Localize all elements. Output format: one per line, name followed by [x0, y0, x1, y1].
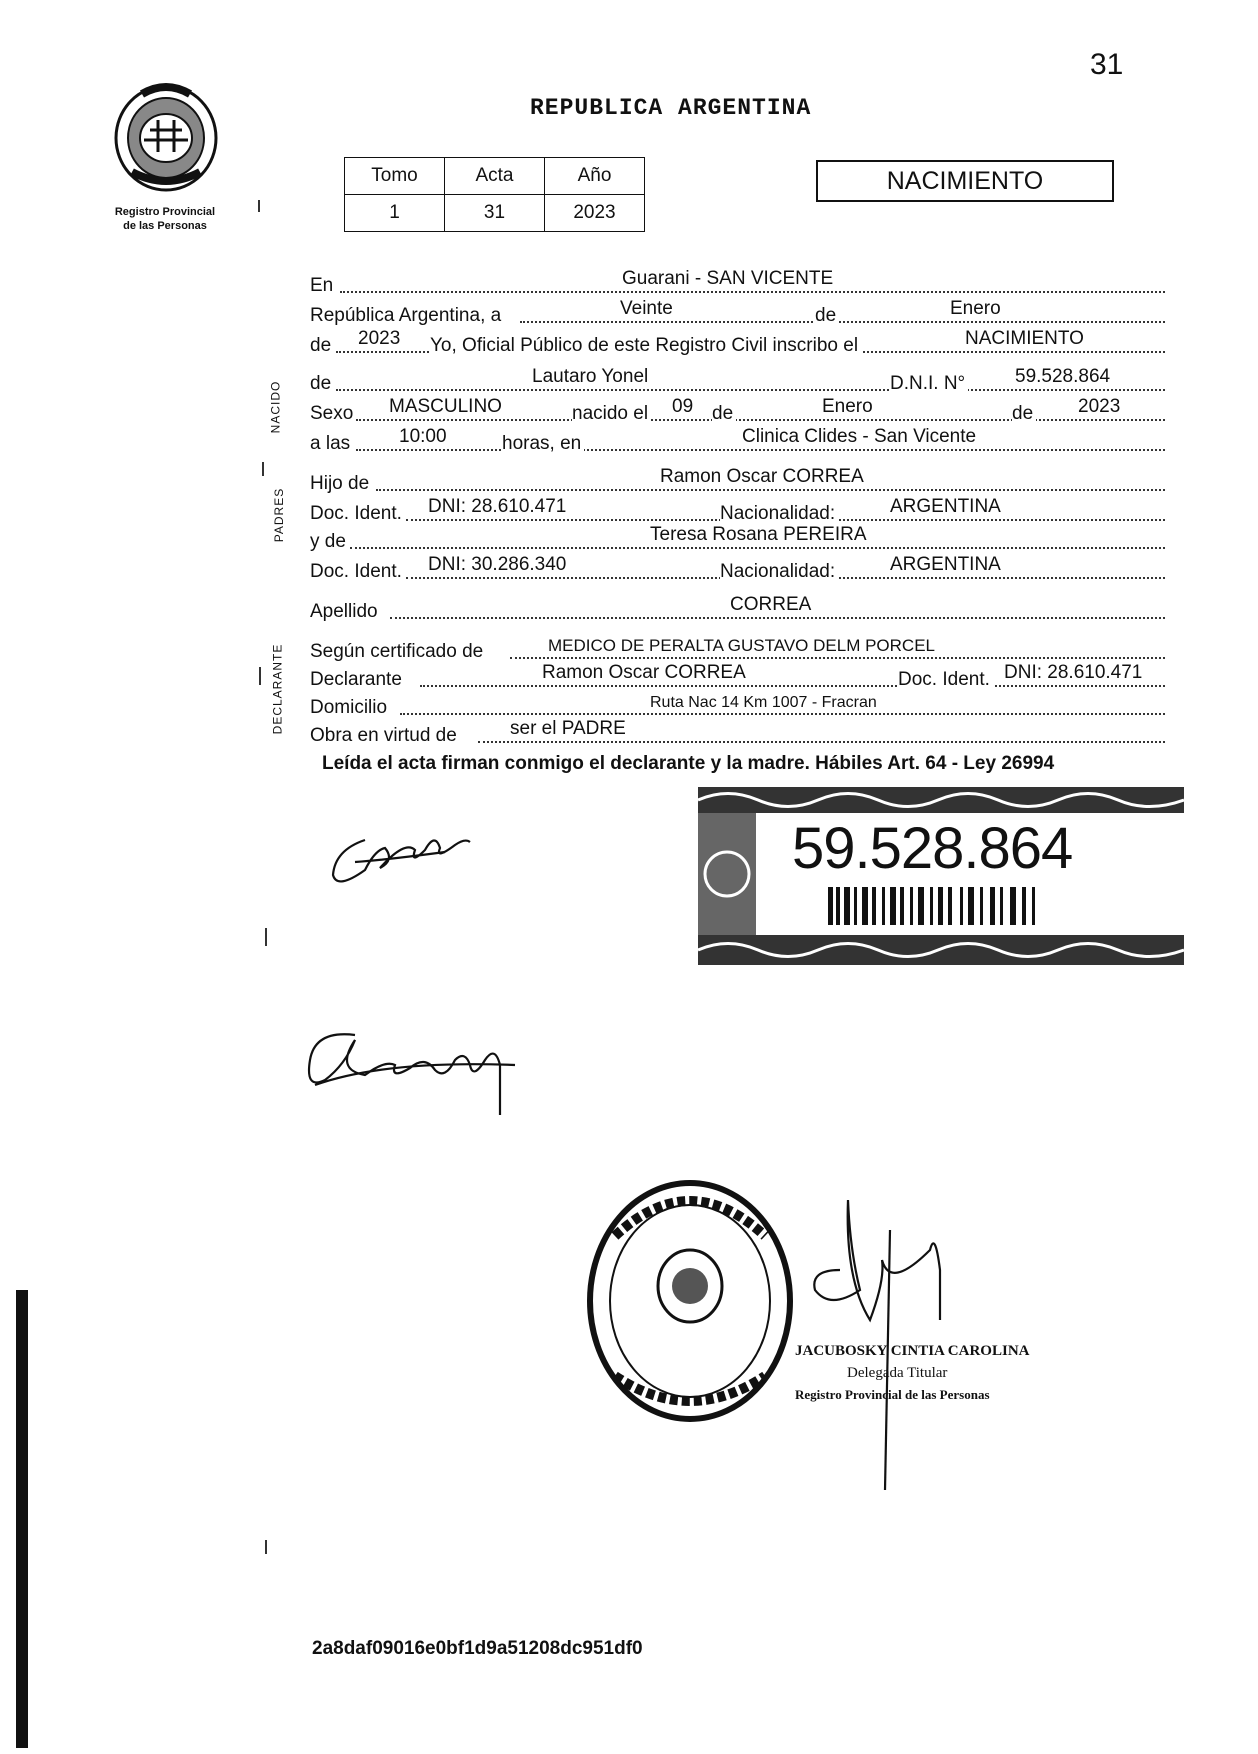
label-doc-ident3: Doc. Ident.	[898, 669, 993, 691]
value-sexo: MASCULINO	[389, 396, 502, 417]
closing-text: Leída el acta firman conmigo el declarante y la madre. Hábiles Art. 64 - Ley 26994	[322, 753, 1055, 774]
form-row-hora	[310, 425, 1165, 455]
form-row-declarante	[310, 661, 1165, 691]
label-declarante: Declarante	[310, 669, 405, 691]
label-apellido: Apellido	[310, 601, 381, 623]
logo-caption: Registro Provincial de las Personas	[114, 206, 216, 232]
register-header-anio: Año	[545, 158, 645, 195]
value-obra: ser el PADRE	[510, 718, 626, 739]
register-value-acta: 31	[445, 195, 545, 232]
mother-signature	[295, 1020, 545, 1125]
register-value-tomo: 1	[345, 195, 445, 232]
form-row-domicilio	[310, 689, 1165, 719]
form-row-en	[310, 267, 1165, 297]
official-role: Delegada Titular	[847, 1365, 948, 1381]
label-y-de: y de	[310, 531, 349, 553]
value-mes: Enero	[822, 396, 873, 417]
margin-tick	[259, 667, 261, 685]
provincial-emblem-logo	[112, 80, 220, 192]
label-obra: Obra en virtud de	[310, 725, 460, 747]
value-madre: Teresa Rosana PEREIRA	[650, 524, 867, 545]
value-dia-letras: Veinte	[620, 298, 673, 319]
form-row-obra	[310, 717, 1165, 747]
declarant-signature	[325, 820, 475, 895]
label-en: En	[310, 275, 336, 297]
margin-tick	[265, 928, 267, 946]
label-nacionalidad: Nacionalidad:	[720, 503, 838, 525]
side-label-padres: PADRES	[272, 487, 287, 543]
value-mes-letras: Enero	[950, 298, 1001, 319]
label-sexo: Sexo	[310, 403, 356, 425]
label-domicilio: Domicilio	[310, 697, 390, 719]
label-republica: República Argentina, a	[310, 305, 504, 327]
page-title: REPUBLICA ARGENTINA	[530, 95, 812, 121]
value-dia: 09	[672, 396, 694, 417]
value-madre-nac: ARGENTINA	[890, 554, 1001, 575]
label-de2: de	[712, 403, 736, 425]
value-apellido: CORREA	[730, 594, 812, 615]
record-type-box: NACIMIENTO	[816, 160, 1114, 202]
register-table	[344, 157, 645, 232]
label-segun: Según certificado de	[310, 641, 486, 663]
label-de3: de	[1012, 403, 1036, 425]
form-row-acto	[310, 327, 1165, 357]
margin-tick	[262, 462, 264, 476]
page-number: 31	[1090, 48, 1124, 81]
value-padre-doc: DNI: 28.610.471	[428, 496, 567, 517]
value-anio: 2023	[358, 328, 401, 349]
margin-tick	[265, 1540, 267, 1554]
value-acto: NACIMIENTO	[965, 328, 1084, 349]
register-header-tomo: Tomo	[345, 158, 445, 195]
form-row-padre-doc	[310, 495, 1165, 525]
label-yo-oficial: Yo, Oficial Público de este Registro Civil inscribo el	[430, 335, 861, 357]
form-row-madre-doc	[310, 553, 1165, 583]
value-declarante: Ramon Oscar CORREA	[542, 662, 746, 683]
official-office: Registro Provincial de las Personas	[795, 1387, 990, 1402]
form-row-nombre	[310, 365, 1165, 395]
label-hijo-de: Hijo de	[310, 473, 372, 495]
form-row-sexo	[310, 395, 1165, 425]
label-horas-en: horas, en	[502, 433, 584, 455]
label-a-las: a las	[310, 433, 353, 455]
form-row-republica	[310, 297, 1165, 327]
label-dni: D.N.I. N°	[890, 373, 968, 395]
value-declarante-doc: DNI: 28.610.471	[1004, 662, 1143, 683]
side-label-nacido: NACIDO	[268, 380, 283, 434]
label-de-year: de	[310, 335, 334, 357]
label-nacido-el: nacido el	[572, 403, 651, 425]
value-lugar-nac: Clinica Clides - San Vicente	[742, 426, 977, 447]
value-hora: 10:00	[399, 426, 447, 447]
label-de-name: de	[310, 373, 334, 395]
value-lugar: Guarani - SAN VICENTE	[622, 268, 834, 289]
form-row-apellido	[310, 593, 1165, 623]
official-stamp	[795, 1340, 1029, 1406]
value-padre: Ramon Oscar CORREA	[660, 466, 864, 487]
register-value-anio: 2023	[545, 195, 645, 232]
label-nacionalidad2: Nacionalidad:	[720, 561, 838, 583]
official-name: JACUBOSKY CINTIA CAROLINA	[795, 1343, 1030, 1359]
dni-sticker-number: 59.528.864	[792, 816, 1073, 881]
label-doc-ident2: Doc. Ident.	[310, 561, 405, 583]
document-hash: 2a8daf09016e0bf1d9a51208dc951df0	[312, 1638, 643, 1659]
value-madre-doc: DNI: 30.286.340	[428, 554, 567, 575]
value-certificado: MEDICO DE PERALTA GUSTAVO DELM PORCEL	[548, 636, 935, 655]
label-de: de	[815, 305, 839, 327]
value-nombre: Lautaro Yonel	[532, 366, 649, 387]
value-padre-nac: ARGENTINA	[890, 496, 1001, 517]
side-label-declarante: DECLARANTE	[270, 643, 285, 735]
register-header-acta: Acta	[445, 158, 545, 195]
scan-edge-bar	[16, 1290, 28, 1748]
value-domicilio: Ruta Nac 14 Km 1007 - Fracran	[650, 694, 877, 711]
form-row-y-de	[310, 523, 1165, 553]
value-anio-nac: 2023	[1078, 396, 1121, 417]
official-seal	[585, 1176, 795, 1426]
value-dni: 59.528.864	[1015, 366, 1111, 387]
margin-tick	[258, 200, 260, 212]
form-row-segun	[310, 633, 1165, 663]
label-doc-ident: Doc. Ident.	[310, 503, 405, 525]
form-row-hijo-de	[310, 465, 1165, 495]
